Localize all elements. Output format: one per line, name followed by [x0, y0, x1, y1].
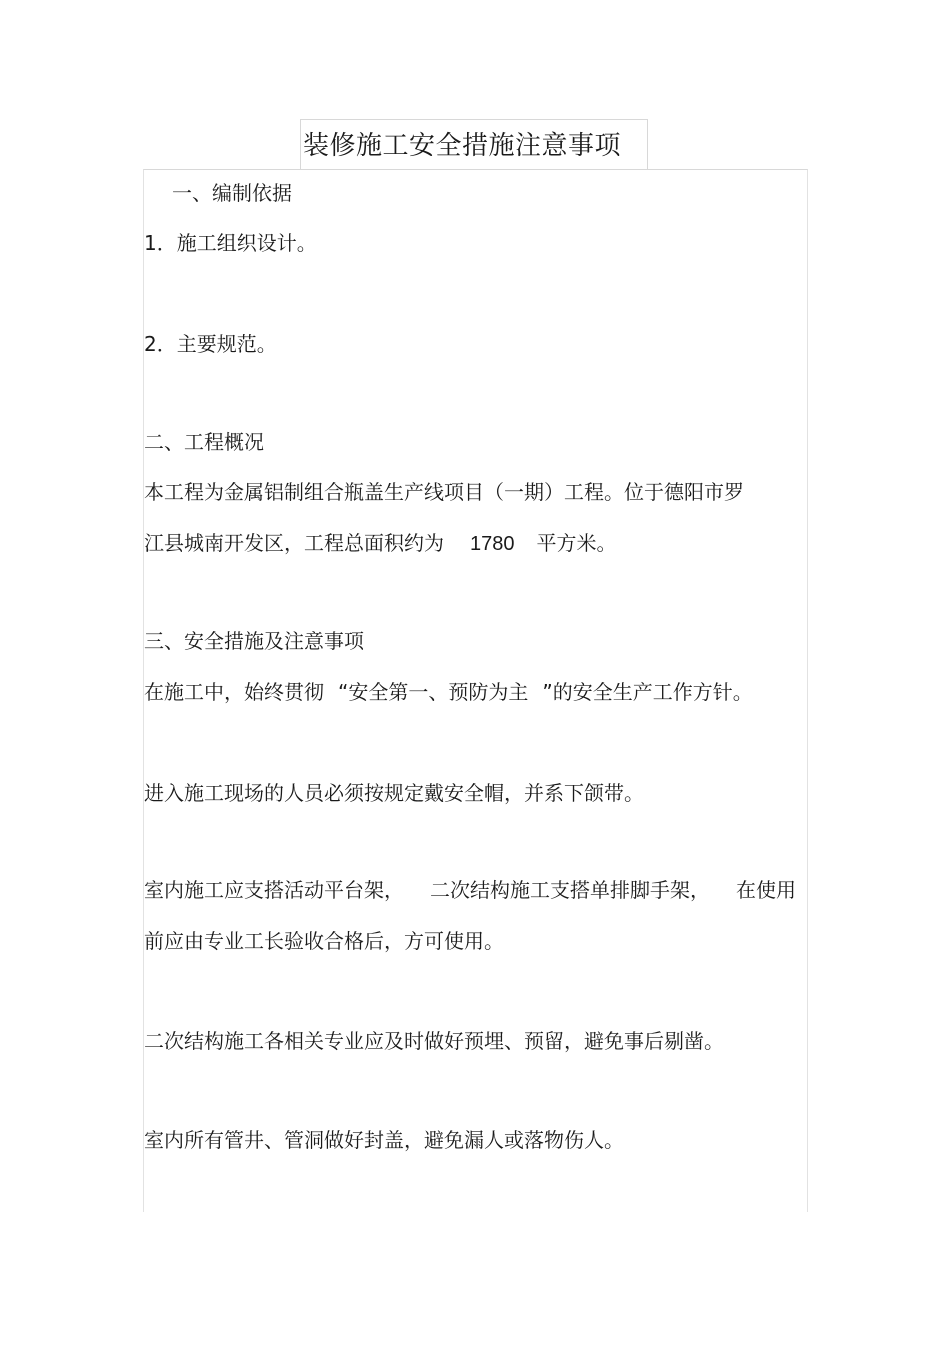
overview-line-1: 本工程为金属铝制组合瓶盖生产线项目（一期）工程。位于德阳市罗: [144, 480, 744, 504]
safety-paragraph-4: 二次结构施工各相关专业应及时做好预埋、预留，避免事后剔凿。: [144, 1029, 724, 1053]
basis-item-1: 1．施工组织设计。: [144, 231, 317, 255]
section-heading-overview: 二、工程概况: [144, 430, 264, 454]
safety-paragraph-5: 室内所有管井、管洞做好封盖，避免漏人或落物伤人。: [144, 1128, 624, 1152]
page-title: 装修施工安全措施注意事项: [303, 131, 622, 161]
safety-paragraph-3-line-2: 前应由专业工长验收合格后，方可使用。: [144, 929, 504, 953]
safety-p1-text: 在施工中，始终贯彻: [144, 680, 324, 704]
section-heading-basis: 一、编制依据: [172, 181, 292, 205]
safety-p1-quote: “安全第一、预防为主: [338, 680, 529, 704]
overview-line-2: [144, 530, 617, 557]
safety-p3-part-b: 二次结构施工支搭单排脚手架，: [430, 878, 710, 902]
section-heading-safety: 三、安全措施及注意事项: [144, 629, 364, 653]
safety-p3-part-c: 在使用: [736, 878, 796, 902]
area-value: 1780: [470, 533, 515, 555]
safety-p1-tail: ”的安全生产工作方针。: [542, 680, 753, 704]
safety-p3-part-a: 室内施工应支搭活动平台架，: [144, 878, 404, 902]
overview-line-2-text: 江县城南开发区，工程总面积约为: [144, 531, 444, 555]
safety-paragraph-3: [144, 877, 796, 903]
overview-line-2-unit: 平方米。: [536, 531, 617, 555]
basis-item-2: 2．主要规范。: [144, 332, 277, 356]
safety-paragraph-2: 进入施工现场的人员必须按规定戴安全帽，并系下颌带。: [144, 781, 644, 805]
safety-paragraph-1: [144, 679, 753, 705]
